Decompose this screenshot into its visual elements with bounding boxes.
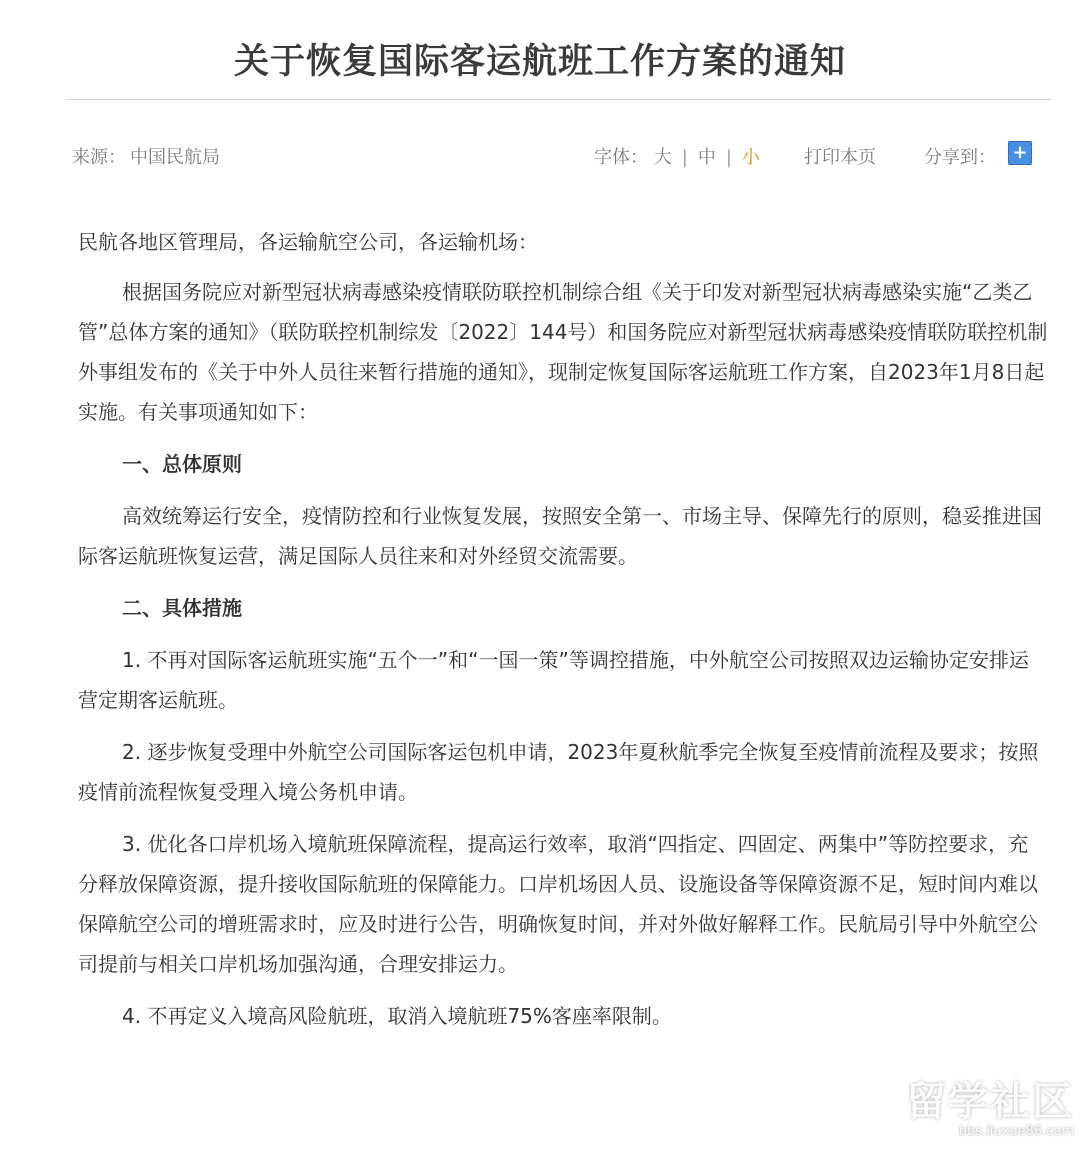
- measure-item-3: 3. 优化各口岸机场入境航班保障流程，提高运行效率，取消“四指定、四固定、两集中”等防控要求，充分释放保障资源，提升接收国际航班的保障能力。口岸机场因人员、设施设备等保障资源不足，短时间内难以保障航空公司的增班需求时，应及时进行公告，明确恢复时间，并对外做好解释工作。民航局引导中外航空公司提前与相关口岸机场加强沟通，合理安排运力。: [78, 832, 1038, 976]
- share-label: 分享到：: [924, 147, 996, 168]
- font-size-large-button[interactable]: 大: [653, 147, 672, 168]
- measure-item-2: 2. 逐步恢复受理中外航空公司国际客运包机申请，2023年夏秋航季完全恢复至疫情前流程及要求；按照疫情前流程恢复受理入境公务机申请。: [78, 740, 1039, 804]
- share-plus-button[interactable]: [1008, 141, 1032, 165]
- measure-item-1: 1. 不再对国际客运航班实施“五个一”和“一国一策”等调控措施，中外航空公司按照双边运输协定安排运营定期客运航班。: [78, 648, 1029, 712]
- font-size-small-button[interactable]: 小: [741, 147, 760, 168]
- intro-paragraph: 根据国务院应对新型冠状病毒感染疫情联防联控机制综合组《关于印发对新型冠状病毒感染实施“乙类乙管”总体方案的通知》（联防联控机制综发〔2022〕144号）和国务院应对新型冠状病毒感染疫情联防联控机制外事组发布的《关于中外人员往来暂行措施的通知》，现制定恢复国际客运航班工作方案，自2023年1月8日起实施。有关事项通知如下：: [78, 280, 1048, 424]
- font-size-medium-button[interactable]: 中: [697, 147, 716, 168]
- source-info: [72, 143, 220, 169]
- page-title: 关于恢复国际客运航班工作方案的通知: [233, 42, 846, 83]
- salutation: 民航各地区管理局，各运输航空公司，各运输机场：: [78, 230, 538, 254]
- principles-paragraph: 高效统筹运行安全，疫情防控和行业恢复发展，按照安全第一、市场主导、保障先行的原则，稳妥推进国际客运航班恢复运营，满足国际人员往来和对外经贸交流需要。: [78, 504, 1042, 568]
- watermark-url: bbs.liuxue86.com: [958, 1124, 1074, 1139]
- section-heading-measures: 二、具体措施: [122, 596, 242, 620]
- font-size-control: [594, 143, 760, 169]
- source-label: 来源：: [72, 147, 126, 168]
- measure-item-4: 4. 不再定义入境高风险航班，取消入境航班75%客座率限制。: [122, 1004, 672, 1028]
- font-size-label: 字体：: [594, 147, 648, 168]
- article-meta-bar: [72, 140, 1036, 170]
- print-page-link[interactable]: 打印本页: [804, 147, 876, 168]
- source-value: 中国民航局: [130, 147, 220, 168]
- watermark-logo-text: 留学社区: [906, 1079, 1074, 1125]
- font-size-separator: |: [725, 147, 732, 168]
- plus-icon: +: [1012, 142, 1028, 163]
- section-heading-principles: 一、总体原则: [122, 452, 242, 476]
- font-size-separator: |: [681, 147, 688, 168]
- article-body: [78, 222, 1048, 1048]
- site-watermark: [904, 1080, 1074, 1150]
- title-divider: [67, 99, 1051, 100]
